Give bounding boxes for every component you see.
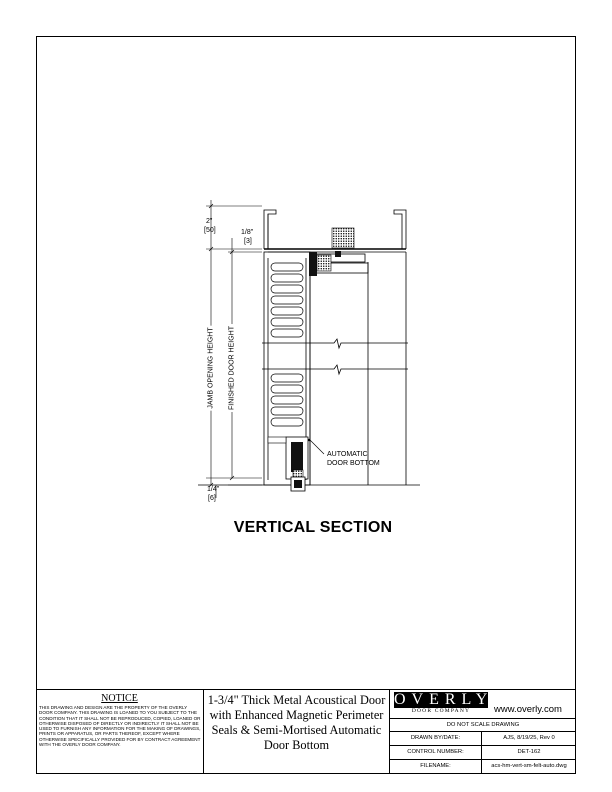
control-number-label: CONTROL NUMBER: (390, 746, 482, 759)
dim-gap-inches: 1/8" (241, 229, 254, 236)
dim-gap-mm: [3] (244, 238, 252, 245)
filename-row (390, 760, 576, 774)
scale-note: DO NOT SCALE DRAWING (390, 719, 576, 732)
control-number-value: DET-162 (517, 749, 541, 755)
callout-line-1: AUTOMATIC (327, 451, 368, 458)
control-number-row (390, 746, 576, 760)
acoustic-core (271, 263, 303, 426)
overly-logo: OVERLY (394, 691, 494, 708)
automatic-door-bottom (268, 437, 324, 491)
dim-top-inches: 2" (206, 218, 213, 225)
drawing-description: 1-3/4" Thick Metal Acoustical Door with Enhanced Magnetic Perimeter Seals & Semi-Mortised Automatic Door Bottom (204, 690, 390, 774)
dim-bottom-mm: [6] (208, 495, 216, 502)
notice-heading: NOTICE (101, 693, 138, 704)
title-info (390, 690, 576, 774)
callout-line-2: DOOR BOTTOM (327, 460, 380, 467)
dim-bottom-inches: 1/4" (207, 486, 220, 493)
logo-row (390, 690, 576, 719)
drawn-by-row (390, 732, 576, 746)
website-link[interactable]: www.overly.com (494, 704, 562, 715)
overly-logo-subtext: DOOR COMPANY (411, 708, 471, 714)
jamb-opening-height-label: JAMB OPENING HEIGHT (207, 327, 215, 409)
break-line (262, 339, 408, 374)
automatic-door-bottom-callout (327, 450, 380, 468)
filename-label: FILENAME: (390, 760, 482, 773)
finished-door-height-label: FINISHED DOOR HEIGHT (228, 325, 236, 411)
drawn-by-value: AJS, 8/19/25, Rev 0 (503, 735, 555, 741)
notice-box (36, 690, 204, 774)
filename-value: acs-hm-vert-sm-felt-auto.dwg (491, 763, 567, 769)
dim-top-mm: [50] (204, 227, 216, 234)
drawn-by-label: DRAWN BY/DATE: (390, 732, 482, 745)
section-title: VERTICAL SECTION (233, 519, 393, 536)
title-block (36, 689, 576, 774)
notice-text: THIS DRAWING AND DESIGN ARE THE PROPERTY OF THE OVERLY DOOR COMPANY. THIS DRAWING IS LOANED TO YOU SUBJECT TO THE CONDITION THAT IT SHALL NOT BE REPRODUCED, COPIED, LOANED OR OTHERWISE DISPOSED OF DIRECTLY OR INDIRECTLY IT SHALL NOT BE USED TO FURNISH ANY INFORMATION FOR THE MAKING OF DRAWINGS, PRINTS OR APPARATUS, OR PARTS THEREOF, EXCEPT WHERE OTHERWISE SPECIFICALLY PROVIDED FOR BY CONTRACT AGREEMENT WITH THE OVERLY DOOR COMPANY. (39, 705, 201, 748)
